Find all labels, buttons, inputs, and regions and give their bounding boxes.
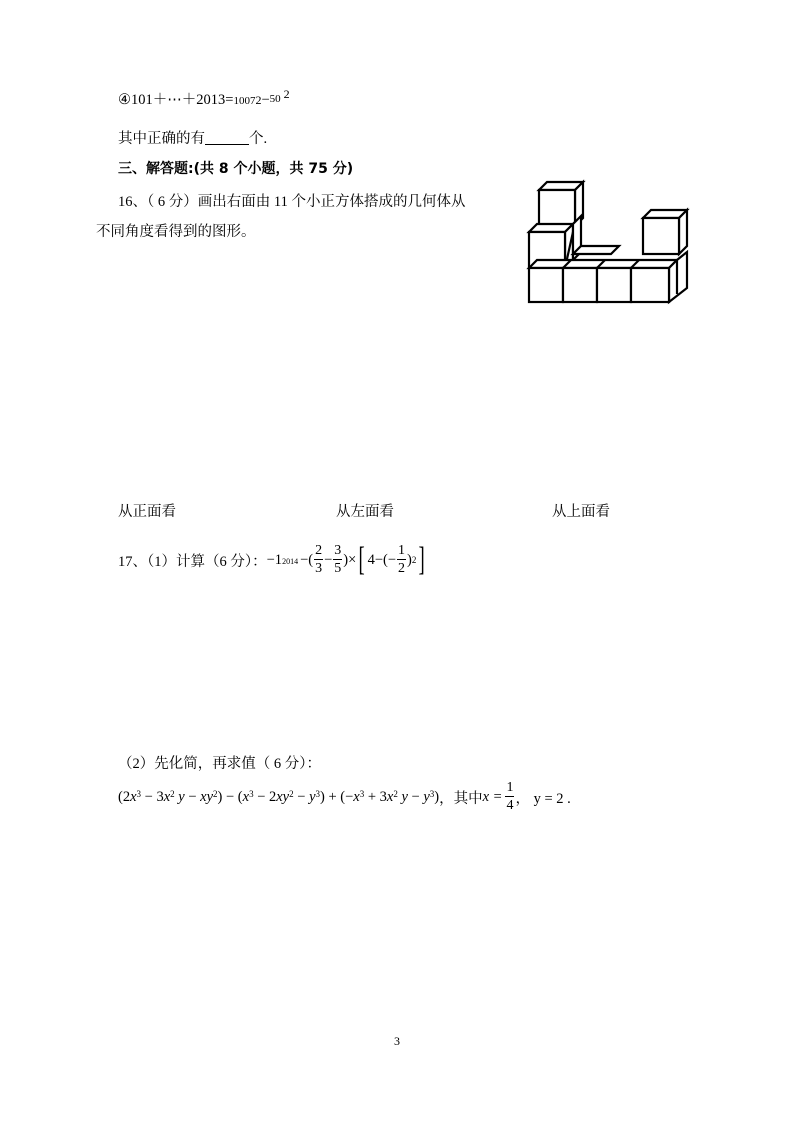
q17-part2-label: （2）先化简，再求值（ 6 分）： [118, 756, 321, 772]
q17-p1-exp2: 2 [411, 555, 417, 565]
q17-p1-mid: −( [300, 551, 314, 568]
item-4-exp2: 2 [283, 87, 290, 101]
q17-part2-expression [118, 776, 571, 818]
q17-p1-inner: 4−(− [367, 551, 397, 568]
item-4-num2: 50 [269, 93, 281, 105]
item-4-prefix: ④101＋⋯＋2013= [118, 92, 234, 108]
q17-part1 [118, 536, 428, 584]
q16-line2: 不同角度看得到的图形。 [96, 224, 256, 240]
correct-count-line [118, 127, 267, 148]
q17-y-eq: ， y = 2 . [515, 790, 571, 807]
q17-x-eq: x = [482, 788, 503, 805]
q17-p1-exp: 2014 [282, 556, 299, 566]
fraction-2-3 [314, 544, 323, 576]
fraction-1-4 [505, 781, 514, 813]
fraction-2-3-den: 3 [315, 561, 323, 576]
item-4-minus: − [261, 92, 270, 108]
right-bracket: ] [418, 541, 426, 578]
view-left-label: 从左面看 [336, 504, 394, 520]
fraction-3-5-den: 5 [334, 561, 342, 576]
page-number: 3 [394, 1034, 400, 1048]
cube-bottom-row [529, 252, 687, 302]
fraction-1-2 [397, 544, 406, 576]
q17-p1-close: ) [407, 551, 412, 568]
item-4-exp1: 2 [255, 93, 262, 107]
view-top-label: 从上面看 [552, 504, 610, 520]
fraction-1-2-den: 2 [398, 561, 406, 576]
view-front-label: 从正面看 [118, 504, 176, 520]
q17-where: ，其中 [439, 790, 483, 807]
q17-part1-label: 17、（1）计算（6 分）： [118, 553, 267, 570]
left-bracket: [ [358, 541, 366, 578]
fraction-2-3-num: 2 [315, 543, 323, 558]
q17-expression-body: ($2x^3 - 3x^2$ $y - xy^2) - (x^3 - 2xy^2 - y^3) + (-x^3 + 3x^2$ $y - y^3$) [118, 788, 440, 805]
fraction-3-5-num: 3 [334, 543, 342, 558]
fraction-1-2-num: 1 [398, 543, 406, 558]
correct-count-after: 个. [249, 131, 268, 147]
q17-p1-base: −1 [266, 551, 283, 568]
q17-p1-times: )× [343, 551, 357, 568]
item-4-num: 1007 [233, 95, 256, 107]
answer-blank[interactable] [205, 130, 249, 145]
cube-figure [522, 176, 694, 306]
q17-p1-minus: − [324, 551, 333, 568]
fraction-1-4-num: 1 [506, 780, 514, 795]
q16-line1: 16、（ 6 分）画出右面由 11 个小正方体搭成的几何体从 [118, 194, 466, 210]
fraction-1-4-den: 4 [506, 798, 514, 813]
item-4-statement [118, 88, 290, 109]
fraction-3-5 [333, 544, 342, 576]
cube-top-right [643, 210, 687, 254]
correct-count-before: 其中正确的有 [118, 131, 205, 147]
section-3-heading: 三、解答题:(共 8 个小题，共 75 分) [118, 161, 354, 177]
cube-flat-top [573, 246, 619, 254]
